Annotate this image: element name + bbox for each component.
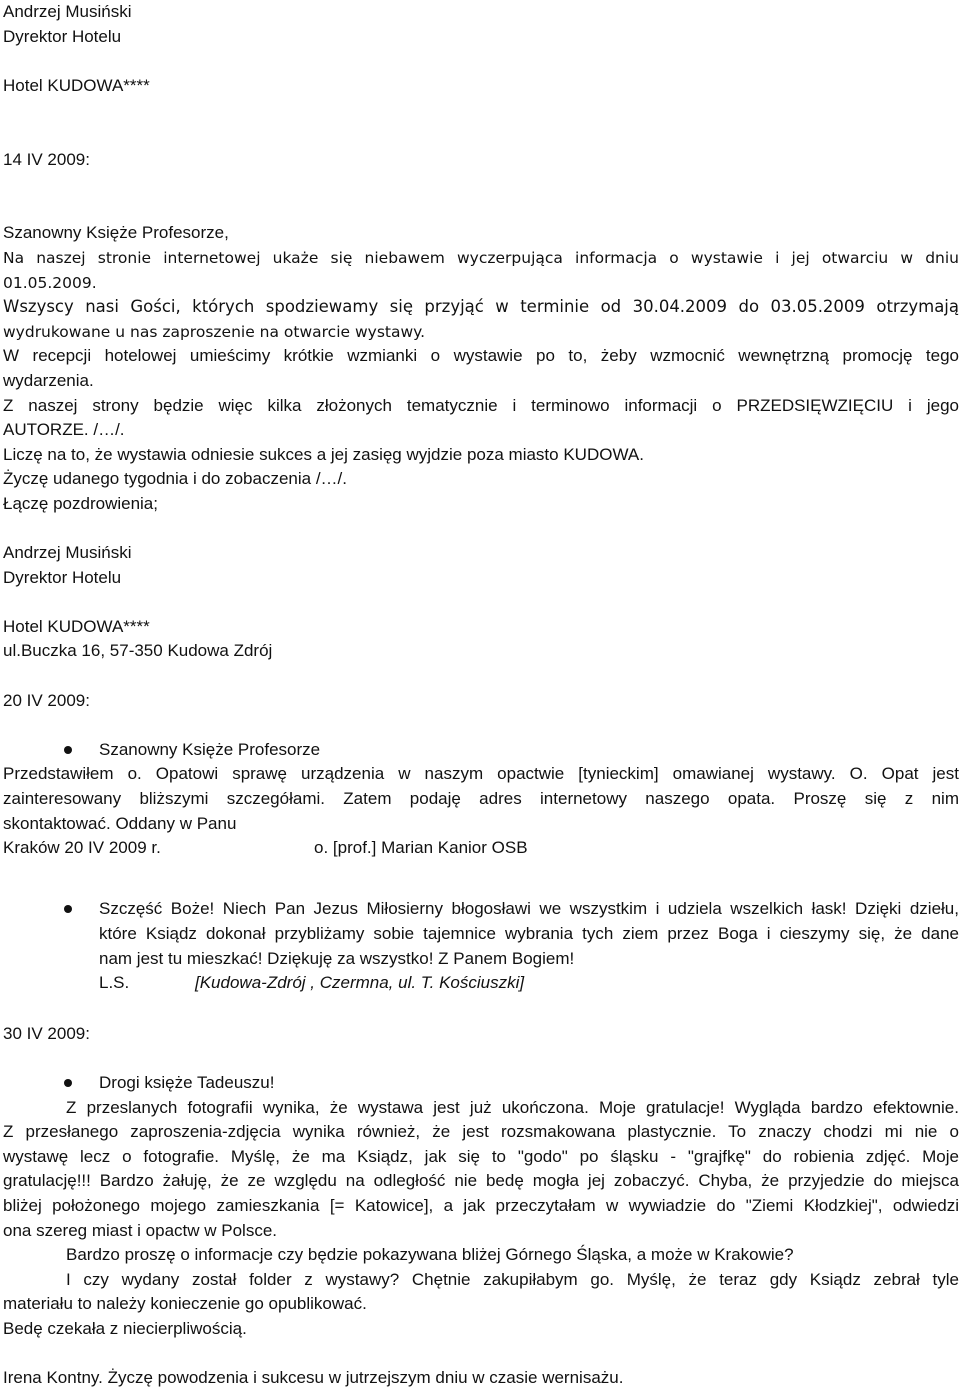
bullet-icon (64, 1079, 72, 1087)
entry1-line: Liczę na to, że wystawia odniesie sukces a jej zasięg wyjdzie poza miasto KUDOWA. (3, 444, 644, 464)
entry1-line: wydrukowane u nas zaproszenie na otwarcie wystawy. (3, 322, 426, 341)
entry2-ls: L.S. (99, 973, 130, 993)
bullet-icon (64, 905, 72, 913)
entry2-ls-place: [Kudowa-Zdrój , Czermna, ul. T. Kościuszki] (195, 973, 525, 993)
entry3-line: ona szereg miast i opactw w Polsce. (3, 1220, 278, 1240)
entry2-line: skontaktować. Oddany w Panu (3, 813, 237, 833)
entry2-line: Przedstawiłem o. Opatowi sprawę urządzenia w naszym opactwie [tynieckim] omawianej wystawy. O. Opat jest (3, 764, 959, 784)
entry3-closing: Bedę czekała z niecierpliwością. (3, 1318, 247, 1338)
entry1-line: wydarzenia. (3, 370, 94, 390)
entry3-line: bliżej położonego mojego zamieszkania [= Katowice], a jak przeczytałam w wywiadzie do "Ziemi Kłodzkiej", odwiedzi (3, 1195, 959, 1215)
entry1-sig-address: ul.Buczka 16, 57-350 Kudowa Zdrój (3, 641, 273, 661)
header-hotel: Hotel KUDOWA**** (3, 75, 150, 95)
entry3-ask: Bardzo proszę o informacje czy będzie pokazywana bliżej Górnego Śląska, a może w Krakowie? (66, 1245, 794, 1265)
entry2-bullet2-line: które Ksiądz dokonał przybliżamy sobie tajemnice wybrania tych ziem przez Boga i cieszymy się, że dane (99, 923, 959, 943)
entry1-date: 14 IV 2009: (3, 149, 90, 169)
entry2-bullet2-text: Szczęść Boże! Niech Pan Jezus Miłosierny błogosławi we wszystkim i udziela wszelkich łask! Dzięki dziełu, (99, 899, 959, 919)
entry1-greeting: Szanowny Księże Profesorze, (3, 223, 229, 243)
entry2-bullet-text: Szanowny Księże Profesorze (99, 739, 321, 759)
entry2-line: zainteresowany bliższymi szczegółami. Zatem podaję adres internetowy naszego opata. Proszę się z nim (3, 789, 959, 808)
entry2-signature: o. [prof.] Marian Kanior OSB (314, 838, 528, 858)
entry1-line: Życzę udanego tygodnia i do zobaczenia /…/. (3, 469, 347, 489)
entry3-bullet-text: Drogi księże Tadeuszu! (99, 1072, 275, 1092)
document-page (3, 0, 959, 1391)
entry2-bullet2-line: nam jest tu mieszkać! Dziękuję za wszystko! Z Panem Bogiem! (99, 948, 575, 968)
entry1-sig-hotel: Hotel KUDOWA**** (3, 616, 150, 636)
entry3-line: gratulację!!! Bardzo żałuję, że ze względu na odległość nie bedę mogła jej zobaczyć. Chyba, że przyjedzie do miejsca (3, 1171, 959, 1191)
entry2-place-line (3, 836, 959, 861)
entry3-line: wystawę lecz o fotografie. Myślę, że ma Ksiądz, jak się to "godo" po śląsku - "grajfkę" do robienia zdjęć. Moje (3, 1146, 959, 1166)
entry3-line: Z przesłanego zaproszenia-zdjęcia wynika również, że jest rozsmakowana plastycznie. To znaczy chodzi mi nie o (3, 1122, 959, 1142)
entry1-line: Z naszej strony będzie więc kilka złożonych tematycznie i terminowo informacji o PRZEDSIĘWZIĘCIU i jego (3, 395, 959, 415)
entry3-final: Irena Kontny. Życzę powodzenia i sukcesu w jutrzejszym dniu w czasie wernisażu. (3, 1368, 624, 1388)
entry1-line: W recepcji hotelowej umieścimy krótkie wzmianki o wystawie po to, żeby wzmocnić wewnętrzną promocję tego (3, 346, 959, 366)
entry3-folder-2: materiału to należy konieczenie go opublikować. (3, 1294, 367, 1314)
entry1-line: Wszyscy nasi Gości, których spodziewamy się przyjąć w terminie od 30.04.2009 do 03.05.2009 otrzymają (3, 297, 959, 317)
entry3-bullet (3, 1071, 959, 1096)
header-role: Dyrektor Hotelu (3, 26, 122, 46)
entry1-line: AUTORZE. /…/. (3, 420, 125, 440)
entry3-folder-1: I czy wydany został folder z wystawy? Chętnie zakupiłabym go. Myślę, że teraz gdy Ksiądz zebrał tyle (66, 1269, 959, 1289)
entry3-line: Z przeslanych fotografii wynika, że wystawa jest już ukończona. Moje gratulacje! Wygląda bardzo efektownie. (66, 1097, 959, 1117)
entry2-place-date: Kraków 20 IV 2009 r. (3, 838, 161, 858)
entry1-line: 01.05.2009. (3, 273, 97, 292)
entry2-date: 20 IV 2009: (3, 690, 90, 710)
header-name: Andrzej Musiński (3, 2, 132, 21)
entry3-date: 30 IV 2009: (3, 1023, 90, 1043)
bullet-icon (64, 746, 72, 754)
entry1-line: Łączę pozdrowienia; (3, 493, 158, 513)
entry2-bullet (3, 738, 959, 763)
entry1-sig-role: Dyrektor Hotelu (3, 567, 122, 587)
entry1-line: Na naszej stronie internetowej ukaże się niebawem wyczerpująca informacja o wystawie i jej otwarciu w dniu (3, 248, 959, 267)
entry1-sig-name: Andrzej Musiński (3, 543, 132, 563)
entry2-bullet2 (3, 897, 959, 922)
entry2-ls-line (3, 971, 959, 996)
